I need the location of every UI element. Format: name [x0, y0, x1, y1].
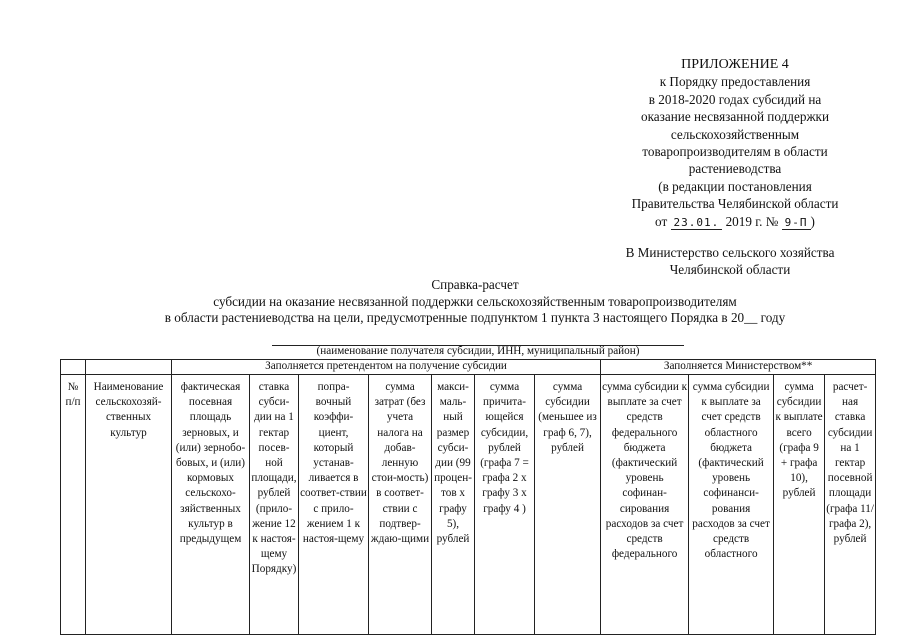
table-group-row: [61, 360, 876, 375]
column-header: ставка субси-дии на 1 гектар посев-ной площади, рублей (прило-жение 12 к настоя-щему Порядку): [250, 375, 299, 635]
column-header: Наименование сельскохозяй-ственных культур: [86, 375, 172, 635]
decree-number: 9-П: [782, 216, 811, 230]
column-header: сумма субсидии к выплате всего (графа 9 + графа 10), рублей: [774, 375, 825, 635]
decree-date-line: [590, 213, 880, 231]
appendix-line: растениеводства: [688, 161, 782, 177]
appendix-title: ПРИЛОЖЕНИЕ 4: [681, 57, 789, 72]
column-header: макси-маль-ный размер субси-дии (99 процен-тов х графу 5), рублей: [432, 375, 475, 635]
closing-paren: ): [810, 213, 815, 229]
date-prefix: от: [655, 213, 668, 229]
table-group-blank: [61, 360, 86, 375]
document-title: Справка-расчет: [431, 277, 519, 292]
column-header: № п/п: [61, 375, 86, 635]
decree-date: 23.01.: [671, 216, 723, 230]
column-header: сумма субсидии (меньшее из граф 6, 7), рублей: [535, 375, 601, 635]
column-header: сумма затрат (без учета налога на добав-ленную стои-мость) в соответ-ствии с подтвер-ждаю-щими: [369, 375, 432, 635]
appendix-line: Правительства Челябинской области: [631, 196, 839, 212]
group-applicant: Заполняется претендентом на получение субсидии: [172, 360, 601, 375]
appendix-line: к Порядку предоставления: [659, 74, 811, 90]
column-header: расчет-ная ставка субсидии на 1 гектар посевной площади (графа 11/ графа 2), рублей: [825, 375, 876, 635]
appendix-line: в 2018-2020 годах субсидий на: [648, 91, 822, 107]
column-header: фактическая посевная площадь зерновых, и (или) зернобо-бовых, и (или) кормовых сельскохо-зяйственных культур в предыдущем: [172, 375, 250, 635]
column-header: сумма причита-ющейся субсидии, рублей (графа 7 = графа 2 х графу 3 х графу 4 ): [475, 375, 535, 635]
column-header: сумма субсидии к выплате за счет средств федерального бюджета (фактический уровень софинан-сирования расходов за счет средств федерального: [601, 375, 689, 635]
appendix-line: (в редакции постановления: [658, 178, 812, 194]
table-group-blank: [86, 360, 172, 375]
appendix-line: оказание несвязанной поддержки: [640, 109, 830, 125]
table-header-row: [61, 375, 876, 635]
document-heading: [60, 277, 890, 327]
group-ministry: Заполняется Министерством**: [601, 360, 876, 375]
appendix-line: товаропроизводителям в области: [642, 144, 828, 160]
document-subtitle: в области растениеводства на цели, предусмотренные подпунктом 1 пункта 3 настоящего Порядка в 20__ году: [164, 310, 786, 325]
decree-year: 2019 г. №: [725, 213, 779, 229]
column-header: сумма субсидии к выплате за счет средств областного бюджета (фактический уровень софинанси-рования расходов за счет средств областного: [689, 375, 774, 635]
column-header: попра-вочный коэффи-циент, который устанав-ливается в соответ-ствии с прило-жением 1 к настоя-щему: [299, 375, 369, 635]
appendix-block: [590, 56, 880, 231]
document-subtitle: субсидии на оказание несвязанной поддержки сельскохозяйственным товаропроизводителям: [213, 293, 737, 309]
appendix-line: сельскохозяйственным: [670, 126, 800, 142]
recipient-caption: (наименование получателя субсидии, ИНН, муниципальный район): [316, 345, 640, 357]
addressee-block: [560, 244, 900, 278]
addressee-line: Челябинской области: [669, 262, 791, 277]
calculation-table: [60, 359, 876, 635]
addressee-line: В Министерство сельского хозяйства: [625, 245, 835, 260]
